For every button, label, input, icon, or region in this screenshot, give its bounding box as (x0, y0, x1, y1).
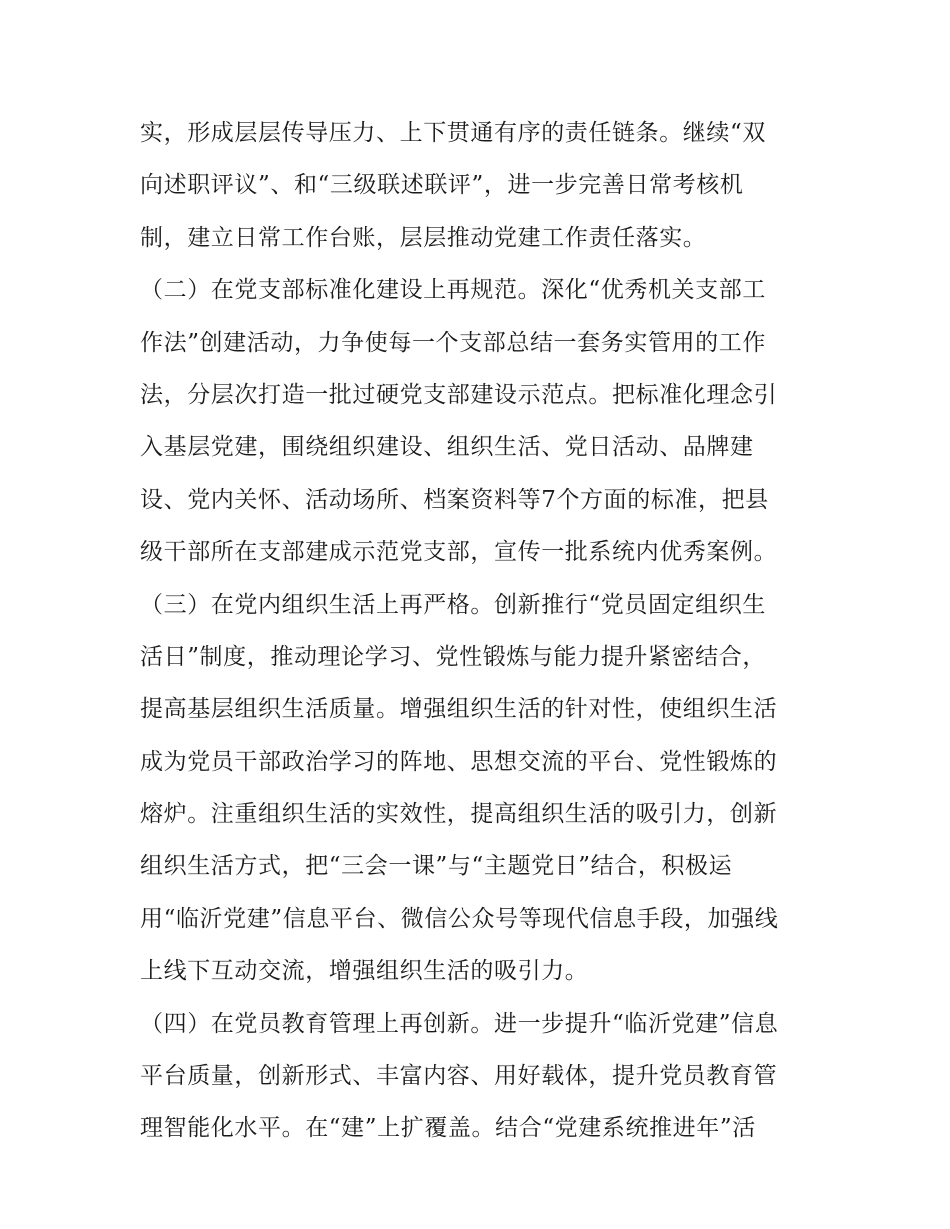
text-line: 向述职评议”、和“三级联述联评”，进一步完善日常考核机 (140, 172, 744, 199)
text-line: 成为党员干部政治学习的阵地、思想交流的平台、党性锻炼的 (140, 748, 778, 775)
text-line: 设、党内关怀、活动场所、档案资料等7个方面的标准，把县 (140, 486, 769, 513)
text-line: （二）在党支部标准化建设上再规范。深化“优秀机关支部工 (140, 277, 766, 304)
text-line: 级干部所在支部建成示范党支部，宣传一批系统内优秀案例。 (140, 539, 778, 566)
text-line: 制，建立日常工作台账，层层推动党建工作责任落实。 (140, 224, 707, 251)
text-line: 作法”创建活动，力争使每一个支部总结一套务实管用的工作 (140, 329, 766, 356)
text-line: 法，分层次打造一批过硬党支部建设示范点。把标准化理念引 (140, 381, 778, 408)
text-line: 用“临沂党建”信息平台、微信公众号等现代信息手段，加强线 (140, 905, 779, 932)
text-line: （四）在党员教育管理上再创新。进一步提升“临沂党建”信息 (140, 1010, 779, 1037)
text-line: 活日”制度，推动理论学习、党性锻炼与能力提升紧密结合， (140, 643, 766, 670)
text-line: 实，形成层层传导压力、上下贯通有序的责任链条。继续“双 (140, 120, 766, 146)
text-line: 熔炉。注重组织生活的实效性，提高组织生活的吸引力，创新 (140, 801, 778, 828)
body-text (140, 107, 820, 1155)
text-line: 提高基层组织生活质量。增强组织生活的针对性，使组织生活 (140, 696, 778, 723)
text-line: 理智能化水平。在“建”上扩覆盖。结合“党建系统推进年”活 (140, 1115, 756, 1142)
text-line: 平台质量，创新形式、丰富内容、用好载体，提升党员教育管 (140, 1063, 778, 1090)
text-line: 组织生活方式，把“三会一课”与“主题党日”结合，积极运 (140, 853, 733, 880)
text-line: 入基层党建，围绕组织建设、组织生活、党日活动、品牌建 (140, 434, 754, 461)
text-line: （三）在党内组织生活上再严格。创新推行“党员固定组织生 (140, 591, 766, 618)
text-line: 上线下互动交流，增强组织生活的吸引力。 (140, 958, 589, 985)
